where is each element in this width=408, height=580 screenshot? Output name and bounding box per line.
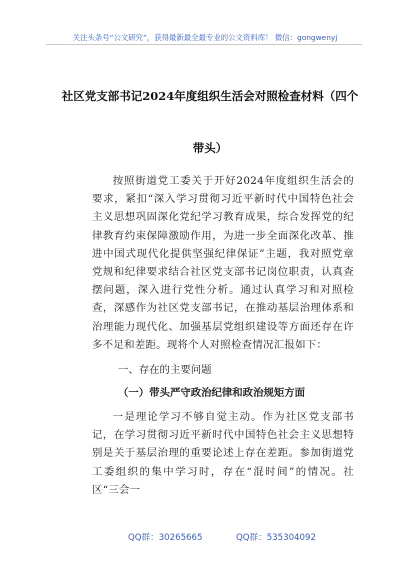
section-heading: 一、存在的主要问题: [118, 364, 212, 376]
title-line-2: 带头）: [192, 141, 228, 155]
subsection-heading: （一）带头严守政治纪律和政治规矩方面: [118, 387, 306, 399]
header-divider: [46, 44, 362, 45]
body-paragraph: 一是理论学习不够自觉主动。作为社区党支部书记，在学习贯彻习近平新时代中国特色社会主义思想特别是关于基层治理的重要论述上存在差距。参加街道党工委组织的集中学习时，存在“混时间”的情况。社区“三会一: [92, 411, 354, 496]
footer-qq-group-1: QQ群：30265665: [128, 533, 203, 543]
title-line-1: 社区党支部书记2024年度组织生活会对照检查材料（四个: [61, 89, 359, 103]
header-notice: 关注头条号“公文研究”，获得最新最全最专业的公文资料库！ 微信：gongwenyj: [72, 33, 338, 42]
intro-paragraph: 按照街道党工委关于开好2024年度组织生活会的要求，紧扣“深入学习贯彻习近平新时代中国特色社会主义思想巩固深化党纪学习教育成果，综合发挥党的纪律教育约束保障激励作用，为进一步全面深化改革、推进中国式现代化提供坚强纪律保证”主题，我对照党章党规和纪律要求结合社区党支部书记岗位职责，认真查摆问题，深入进行党性分析。通过认真学习和对照检查，深感作为社区党支部书记，在推动基层治理体系和治理能力现代化、加强基层党组织建设等方面还存在许多不足和差距。现将个人对照检查情况汇报如下：: [92, 175, 354, 351]
document-title: [60, 70, 360, 174]
footer-qq-group-2: QQ群：535304092: [236, 533, 316, 543]
